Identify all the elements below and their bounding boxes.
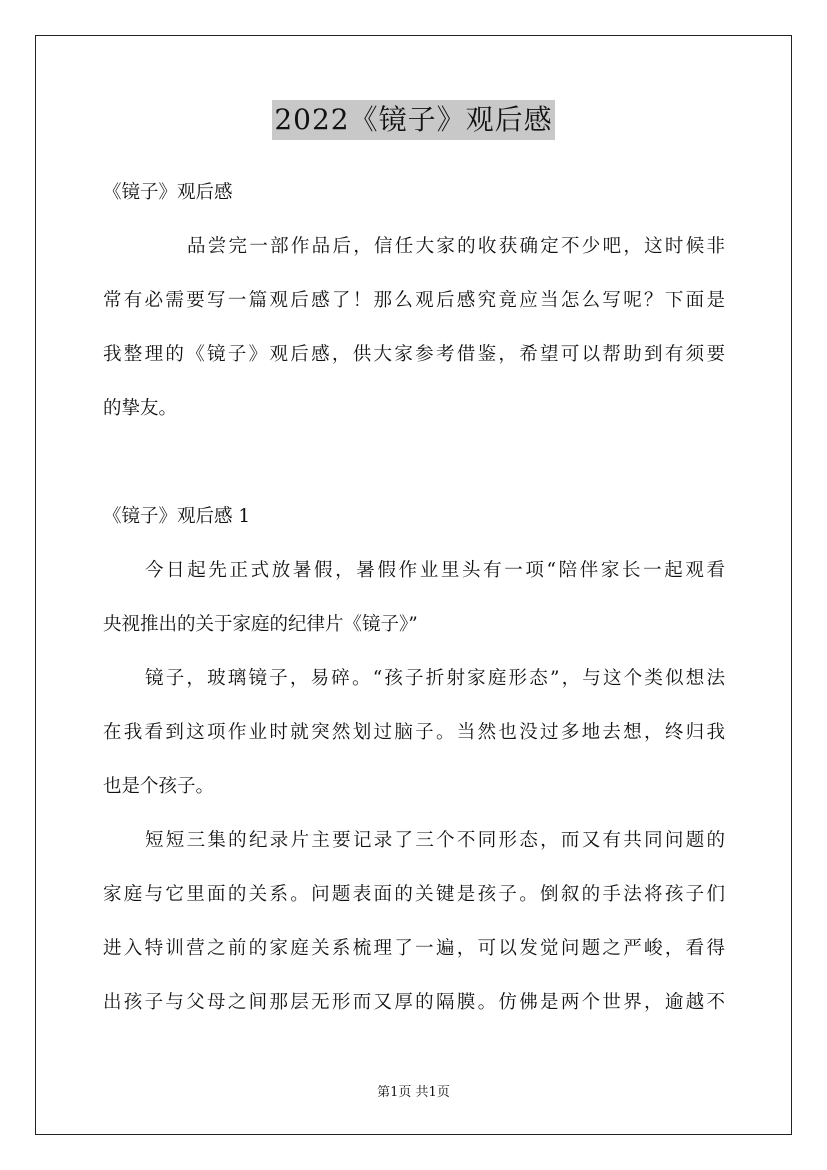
section-heading: 《镜子》观后感 1 [103,506,251,527]
paragraph-line: 今日起先正式放暑假，暑假作业里头有一项“陪伴家长一起观看 [145,560,725,581]
page-number: 第1页 共1页 [377,1085,450,1100]
paragraph-line: 出孩子与父母之间那层无形而又厚的隔膜。仿佛是两个世界，逾越不 [103,992,725,1013]
paragraph-line: 短短三集的纪录片主要记录了三个不同形态，而又有共同问题的 [145,830,725,851]
paragraph-line: 我整理的《镜子》观后感，供大家参考借鉴，希望可以帮助到有须要 [103,344,725,365]
paragraph-line: 也是个孩子。 [103,776,215,797]
paragraph-line: 的挚友。 [103,398,178,419]
paragraph-line: 进入特训营之前的家庭关系梳理了一遍，可以发觉问题之严峻，看得 [103,938,725,959]
page-title: 2022《镜子》观后感 [272,100,554,140]
title-container [0,100,827,140]
paragraph-line: 在我看到这项作业时就突然划过脑子。当然也没过多地去想，终归我 [103,722,725,743]
section-heading: 《镜子》观后感 [103,182,233,203]
paragraph-line: 家庭与它里面的关系。问题表面的关键是孩子。倒叙的手法将孩子们 [103,884,725,905]
paragraph-line: 品尝完一部作品后，信任大家的收获确定不少吧，这时候非 [187,236,725,257]
paragraph-line: 常有必需要写一篇观后感了！那么观后感究竟应当怎么写呢？下面是 [103,290,725,311]
paragraph-line: 镜子，玻璃镜子，易碎。“孩子折射家庭形态”，与这个类似想法 [145,668,725,689]
paragraph-line: 央视推出的关于家庭的纪律片《镜子》” [103,614,418,635]
